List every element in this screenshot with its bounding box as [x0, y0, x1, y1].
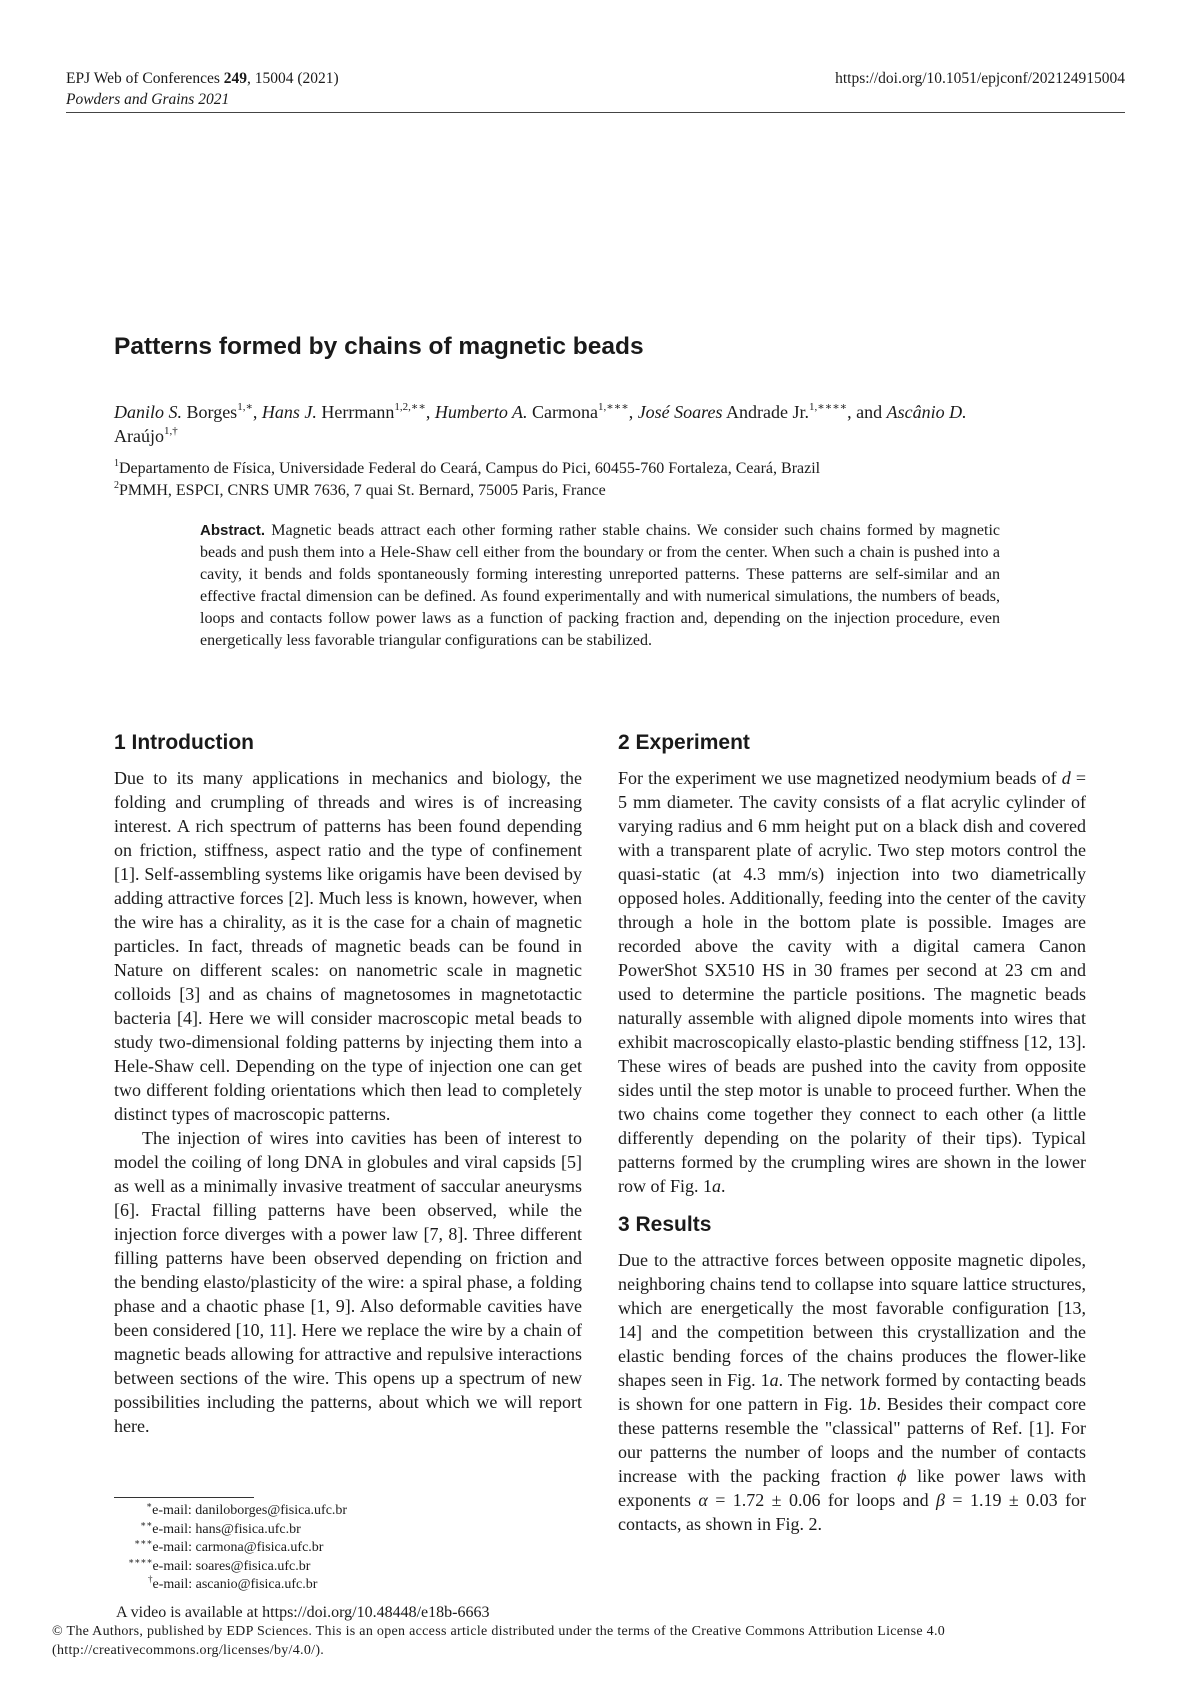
intro-paragraph-2: The injection of wires into cavities has been of interest to model the coiling of long DNA in globules and viral capsids [5] as well as a minimally invasive treatment of saccular aneurysms [6]. Fractal filling patterns have been observed, while the injection force diverges with a power law [7, 8]. Three different filling patterns have been observed depending on friction and the bending elasto/plasticity of the wire: a spiral phase, a folding phase and a chaotic phase [1, 9]. Also deformable cavities have been considered [10, 11]. Here we replace the wire by a chain of magnetic beads allowing for attractive and repulsive interactions between sections of the wire. This opens up a spectrum of new possibilities including the patterns, about which we will report here. — [114, 1128, 582, 1436]
section-heading-experiment: 2 Experiment — [618, 731, 750, 754]
author-list: Danilo S. Borges$^{1,∗}$, Hans J. Herrmann$^{1,2,∗∗}$, Humberto A. Carmona$^{1,∗∗∗}$, José Soares Andrade Jr.$^{1,∗∗∗∗}$, and Ascânio D. Araújo$^{1,\dagger}$ — [114, 401, 967, 446]
affiliation-1: $^1$Departamento de Física, Universidade Federal do Ceará, Campus do Pici, 60455-760 Fortaleza, Ceará, Brazil — [114, 458, 821, 477]
results-paragraph: Due to the attractive forces between opposite magnetic dipoles, neighboring chains tend to collapse into square lattice structures, which are energetically the most favorable configuration [13, 14] and the competition between this crystallization and the elastic bending forces of the chains produces the flower-like shapes seen in Fig. 1a. The network formed by contacting beads is shown for one pattern in Fig. 1b. Besides their compact core these patterns resemble the "classical" patterns of Ref. [1]. For our patterns the number of loops and the number of contacts increase with the packing fraction ϕ like power laws with exponents α = 1.72 ± 0.06 for loops and β = 1.19 ± 0.03 for contacts, as shown in Fig. 2. — [618, 1250, 1087, 1534]
section-heading-introduction: 1 Introduction — [114, 731, 254, 754]
right-column — [618, 730, 1086, 1536]
left-column — [114, 730, 582, 1438]
running-header — [66, 68, 339, 110]
footnote-1: ∗e-mail: daniloborges@fisica.ufc.br — [146, 1500, 348, 1518]
affiliation-2: $^2$PMMH, ESPCI, CNRS UMR 7636, 7 quai St. Bernard, 75005 Paris, France — [114, 480, 606, 499]
journal-citation: EPJ Web of Conferences 249, 15004 (2021) — [66, 70, 339, 87]
footnotes — [114, 1502, 574, 1595]
footnote-4: ∗∗∗∗e-mail: soares@fisica.ufc.br — [128, 1555, 311, 1574]
conference-series: Powders and Grains 2021 — [66, 91, 230, 108]
video-note[interactable]: A video is available at https://doi.org/10.48448/e18b-6663 — [116, 1604, 490, 1621]
header-divider — [66, 112, 1125, 113]
footnote-3: ∗∗∗e-mail: carmona@fisica.ufc.br — [134, 1537, 324, 1555]
affiliations — [114, 458, 1084, 502]
section-heading-results: 3 Results — [618, 1213, 712, 1236]
license-notice: © The Authors, published by EDP Sciences. This is an open access article distributed under the terms of the Creative Commons Attribution License 4.0 (http://creativecommons.org/licenses/by/4.0/). — [52, 1624, 946, 1658]
abstract-label: Abstract. — [200, 522, 266, 539]
footnote-5: †e-mail: ascanio@fisica.ufc.br — [148, 1574, 318, 1592]
experiment-paragraph: For the experiment we use magnetized neodymium beads of d = 5 mm diameter. The cavity consists of a flat acrylic cylinder of varying radius and 6 mm height put on a black dish and covered with a transparent plate of acrylic. Two step motors control the quasi-static (at 4.3 mm/s) injection into two diametrically opposed holes. Additionally, feeding into the center of the cavity through a hole in the bottom plate is possible. Images are recorded above the cavity with a digital camera Canon PowerShot SX510 HS in 30 frames per second at 23 cm and used to determine the particle positions. The magnetic beads naturally assemble with aligned dipole moments into wires that exhibit macroscopically elasto-plastic bending stiffness [12, 13]. These wires of beads are pushed into the cavity from opposite sides until the step motor is unable to proceed further. When the two chains come together they connect to each other (a little differently depending on the polarity of their tips). Typical patterns formed by the crumpling wires are shown in the lower row of Fig. 1a. — [618, 768, 1086, 1196]
paper-title: Patterns formed by chains of magnetic beads — [114, 333, 644, 360]
doi-link[interactable]: https://doi.org/10.1051/epjconf/202124915004 — [835, 70, 1125, 87]
abstract-text: Magnetic beads attract each other forming rather stable chains. We consider such chains formed by magnetic beads and push them into a Hele-Shaw cell either from the boundary or from the center. When such a chain is pushed into a cavity, it bends and folds spontaneously forming interesting unreported patterns. These patterns are self-similar and an effective fractal dimension can be defined. As found experimentally and with numerical simulations, the numbers of beads, loops and contacts follow power laws as a function of packing fraction and, depending on the injection procedure, even energetically less favorable triangular configurations can be stabilized. — [200, 522, 1001, 649]
intro-paragraph-1: Due to its many applications in mechanics and biology, the folding and crumpling of threads and wires is of increasing interest. A rich spectrum of patterns has been found depending on friction, stiffness, aspect ratio and the type of confinement [1]. Self-assembling systems like origamis have been devised by adding attractive forces [2]. Much less is known, however, when the wire has a chirality, as it is the case for a chain of magnetic particles. In fact, threads of magnetic beads can be found in Nature on different scales: on nanometric scale in magnetic colloids [3] and as chains of magnetosomes in magnetotactic bacteria [4]. Here we will consider macroscopic metal beads to study two-dimensional folding patterns by injecting them into a Hele-Shaw cell. Depending on the type of injection one can get two different folding orientations which then lead to completely distinct types of macroscopic patterns. — [114, 768, 582, 1124]
abstract — [200, 520, 1000, 652]
footnote-divider — [114, 1497, 254, 1498]
footnote-2: ∗∗e-mail: hans@fisica.ufc.br — [140, 1518, 301, 1537]
